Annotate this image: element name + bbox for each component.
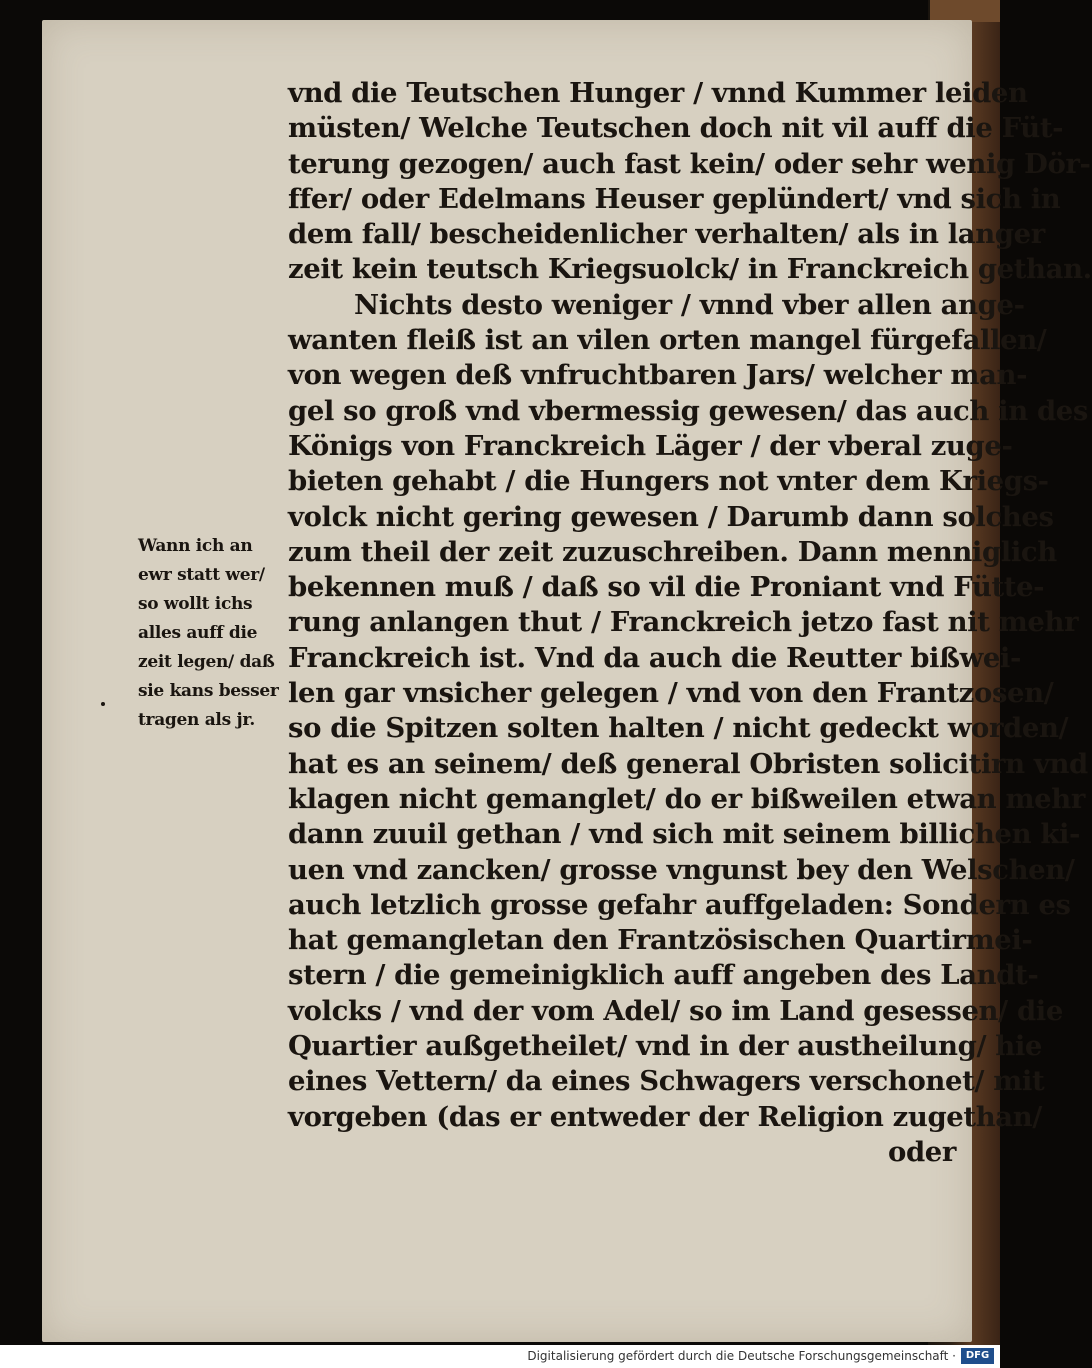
- marginal-note: [138, 532, 296, 735]
- text-line: wanten fleiß ist an vilen orten mangel fürgefallen/: [288, 324, 1047, 357]
- text-line: volcks / vnd der vom Adel/ so im Land gesessen/ die: [288, 994, 1063, 1027]
- text-line: bekennen muß / daß so vil die Proniant vnd Fütte‑: [288, 571, 1045, 604]
- text-line: stern / die gemeinigklich auff angeben des Landt‑: [288, 959, 1039, 992]
- text-line: dann zuuil gethan / vnd sich mit seinem billichen ki‑: [288, 818, 1081, 851]
- text-line: auch letzlich grosse gefahr auffgeladen: Sondern es: [288, 888, 1071, 921]
- text-line: Königs von Franckreich Läger / der vberal zuge‑: [288, 429, 1013, 462]
- ink-speck: [101, 702, 105, 706]
- dfg-logo: DFG: [961, 1348, 994, 1364]
- text-line: müsten/ Welche Teutschen doch nit vil auff die Füt‑: [288, 112, 1064, 145]
- funding-credit: Digitalisierung gefördert durch die Deutsche Forschungsgemeinschaft ·: [527, 1349, 956, 1363]
- text-line: vorgeben (das er entweder der Religion zugethan/: [288, 1100, 1042, 1133]
- text-line: bieten gehabt / die Hungers not vnter dem Kriegs‑: [288, 465, 1049, 498]
- marginal-line: Wann ich an: [138, 536, 253, 556]
- text-line: vnd die Teutschen Hunger / vnnd Kummer leiden: [288, 77, 1028, 109]
- marginal-line: tragen als jr.: [138, 710, 256, 730]
- text-line: volck nicht gering gewesen / Darumb dann solches: [288, 500, 1054, 533]
- marginal-line: ewr statt wer/: [138, 565, 265, 585]
- text-line: zum theil der zeit zuzuschreiben. Dann menniglich: [288, 535, 1057, 568]
- marginal-line: alles auff die: [138, 623, 258, 643]
- marginal-line: zeit legen/ daß: [138, 652, 275, 672]
- book-cover-edge: [930, 0, 1000, 22]
- catchword: oder: [888, 1135, 956, 1168]
- marginal-line: sie kans besser: [138, 681, 279, 701]
- digitization-footer: [0, 1345, 1000, 1368]
- text-line: hat es an seinem/ deß general Obristen solicitirn vnd: [288, 747, 1088, 780]
- text-line: gel so groß vnd vbermessig gewesen/ das auch in des: [288, 394, 1088, 427]
- text-line: Franckreich ist. Vnd da auch die Reutter bißwei‑: [288, 641, 1021, 674]
- text-line: eines Vettern/ da eines Schwagers verschonet/ mit: [288, 1065, 1045, 1098]
- text-line: ffer/ oder Edelmans Heuser geplündert/ vnd sich in: [288, 182, 1061, 215]
- text-line: von wegen deß vnfruchtbaren Jars/ welcher man‑: [288, 359, 1028, 392]
- text-line: len gar vnsicher gelegen / vnd von den Frantzosen/: [288, 677, 1054, 710]
- text-line: zeit kein teutsch Kriegsuolck/ in Franckreich gethan.: [288, 253, 1092, 286]
- text-line: dem fall/ bescheidenlicher verhalten/ als in langer: [288, 218, 1045, 251]
- text-line: so die Spitzen solten halten / nicht gedeckt worden/: [288, 712, 1069, 745]
- main-text-block: [288, 76, 1092, 1170]
- text-line: hat gemangletan den Frantzösischen Quartirmei‑: [288, 924, 1033, 957]
- text-line: Nichts desto weniger / vnnd vber allen ange‑: [354, 288, 1025, 321]
- text-line: klagen nicht gemanglet/ do er bißweilen etwan mehr: [288, 782, 1085, 815]
- text-line: rung anlangen thut / Franckreich jetzo fast nit mehr: [288, 606, 1079, 639]
- text-line: uen vnd zancken/ grosse vngunst bey den Welschen/: [288, 853, 1075, 886]
- marginal-line: so wollt ichs: [138, 594, 253, 614]
- text-line: terung gezogen/ auch fast kein/ oder sehr wenig Dör‑: [288, 147, 1091, 180]
- text-line: Quartier außgetheilet/ vnd in der austheilung/ hie: [288, 1030, 1043, 1063]
